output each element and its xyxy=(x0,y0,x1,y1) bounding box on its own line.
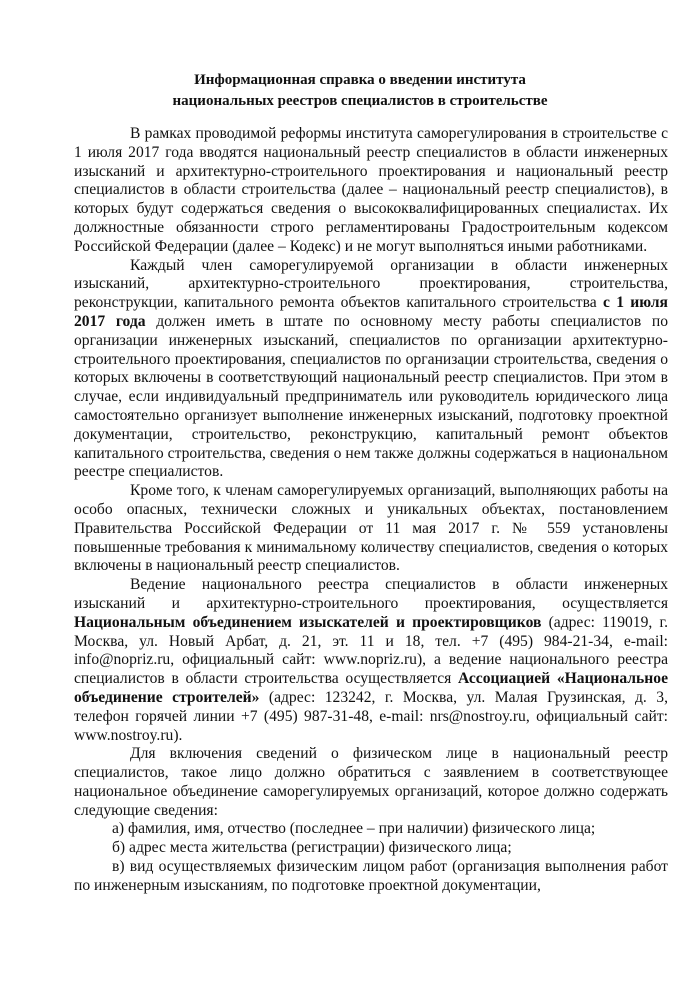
bold-nopriz: Национальным объединением изыскателей и проектировщиков xyxy=(74,613,542,631)
list-item-b: б) адрес места жительства (регистрации) физического лица; xyxy=(112,839,512,857)
paragraph-reform: В рамках проводимой реформы института саморегулирования в строительстве с 1 июля 2017 года вводятся национальный реестр специалистов в области инженерных изысканий и архитектурно-строительного проектирования и национальный реестр специалистов в области строительства (далее – национальный реестр специалистов), в которых будут содержаться сведения о высококвалифицированных специалистах. Их должностные обязанности строго регламентированы Градостроительным кодексом Российской Федерации (далее – Кодекс) и не могут выполняться иными работниками. xyxy=(74,125,668,255)
document-title xyxy=(60,70,660,112)
paragraph-text: (адрес: 123242, г. Москва, ул. Малая Грузинская, д. 3, телефон горячей линии +7 (495) 987-31-48, e-mail: nrs@nostroy.ru, официальный сайт: www.nostroy.ru). xyxy=(74,688,668,744)
bold-date: с 1 июля 2017 года xyxy=(74,294,668,330)
paragraph-registry-operators xyxy=(74,576,668,745)
paragraph-member-requirements xyxy=(74,257,668,483)
paragraph-increased-requirements: Кроме того, к членам саморегулируемых организаций, выполняющих работы на особо опасных, технически сложных и уникальных объектах, постановлением Правительства Российской Федерации от 11 мая 2017 г. № 559 установлены повышенные требования к минимальному количеству специалистов, сведения о которых включены в национальный реестр специалистов. xyxy=(74,482,668,575)
document-body xyxy=(74,125,668,896)
paragraph-text: (адрес: 119019, г. Москва, ул. Новый Арбат, д. 21, эт. 11 и 18, тел. +7 (495) 984-21-34, e-mail: info@nopriz.ru, официальный сайт: www.nopriz.ru), а ведение национального реестра специалистов в области строительства осуществляется xyxy=(74,613,668,688)
title-line-1: Информационная справка о введении института xyxy=(194,72,526,88)
paragraph-text: Ведение национального реестра специалистов в области инженерных изысканий и архитектурно-строительного проектирования, осуществляется xyxy=(74,576,668,612)
paragraph-application: Для включения сведений о физическом лице в национальный реестр специалистов, такое лицо должно обратиться с заявлением в соответствующее национальное объединение саморегулируемых организаций, которое должно содержать следующие сведения: xyxy=(74,745,668,819)
title-line-2: национальных реестров специалистов в строительстве xyxy=(172,93,548,109)
bold-nostroy: Ассоциацией «Национальное объединение строителей» xyxy=(74,670,668,706)
paragraph-text: должен иметь в штате по основному месту работы специалистов по организации инженерных изысканий, специалистов по организации архитектурно-строительного проектирования, специалистов по организации строительства, сведения о которых включены в соответствующий национальный реестр специалистов. При этом в случае, если индивидуальный предприниматель или руководитель юридического лица самостоятельно организует выполнение инженерных изысканий, подготовку проектной документации, строительство, реконструкцию, капитальный ремонт объектов капитального строительства, сведения о нем также должны содержаться в национальном реестре специалистов. xyxy=(74,312,669,481)
list-item-c: в) вид осуществляемых физическим лицом работ (организация выполнения работ по инженерным изысканиям, по подготовке проектной документации, xyxy=(74,858,668,894)
paragraph-text: Каждый член саморегулируемой организации в области инженерных изысканий, архитектурно-строительного проектирования, строительства, реконструкции, капитального ремонта объектов капитального строительства xyxy=(74,256,668,312)
list-item-a: а) фамилия, имя, отчество (последнее – при наличии) физического лица; xyxy=(112,820,596,838)
